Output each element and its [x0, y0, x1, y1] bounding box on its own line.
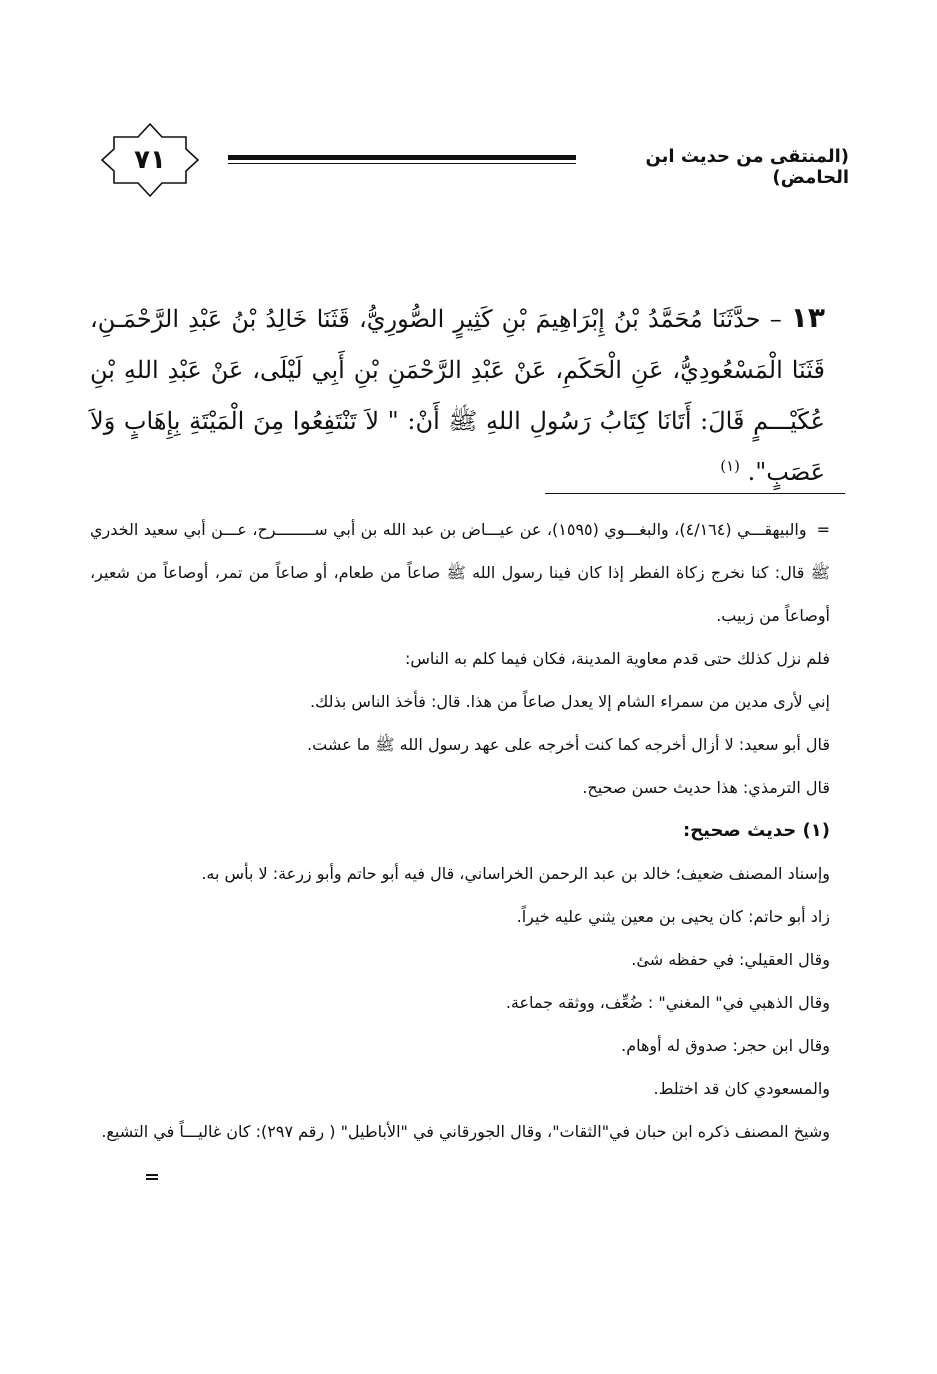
page-number: ٧١ [134, 145, 166, 175]
header-rule [228, 155, 576, 160]
footnote-line: وقال ابن حجر: صدوق له أوهام. [621, 1036, 830, 1055]
footnote-continuation-paragraph [90, 508, 830, 637]
footnotes-section [90, 508, 830, 1153]
footnote-line: إني لأرى مدين من سمراء الشام إلا يعدل صاعاً من هذا. قال: فأخذ الناس بذلك. [310, 692, 830, 711]
footnote-line: والمسعودي كان قد اختلط. [653, 1079, 830, 1098]
hadith-dash: – [769, 305, 782, 333]
hadith-text [90, 292, 825, 498]
footnote-line: قال أبو سعيد: لا أزال أخرجه كما كنت أخرجه على عهد رسول الله ﷺ ما عشت. [307, 735, 830, 754]
footnote-separator [545, 493, 845, 494]
header-rule-thin [228, 163, 576, 164]
footnote-heading: (١) حديث صحيح: [682, 820, 830, 841]
footnote-line: وشيخ المصنف ذكره ابن حبان في"الثقات"، وقال الجورقاني في "الأباطيل" ( رقم ٢٩٧): كان غاليـــاً في التشيع. [101, 1122, 830, 1141]
footnote-line: وقال الذهبي في" المغني" : ضُعِّف، ووثقه جماعة. [505, 993, 830, 1012]
footnote-line: والبيهقـــي (٤/١٦٤)، والبغـــوي (١٥٩٥)، عن عيـــاض بن عبد الله بن أبي ســــــــرح، عـــن أبي سعيد الخدري ﷺ قال: كنا نخرج زكاة الفطر إذا كان فينا رسول الله ﷺ صاعاً من طعام، أو صاعاً من تمر، أوصاعاً من شعير، أوصاعاً من زبيب. [90, 520, 830, 625]
end-continuation-mark [146, 1174, 158, 1180]
footnote-line: فلم نزل كذلك حتى قدم معاوية المدينة، فكان فيما كلم به الناس: [405, 649, 830, 668]
footnote-reference: (١) [720, 457, 740, 475]
continuation-mark: = [816, 520, 831, 539]
hadith-number: ١٣ [790, 301, 825, 334]
footnote-line: وقال العقيلي: في حفظه شئ. [631, 950, 830, 969]
footnote-line: زاد أبو حاتم: كان يحيى بن معين يثني عليه خيراً. [516, 907, 830, 926]
hadith-body: حدَّثَنَا مُحَمَّدُ بْنُ إِبْرَاهِيمَ بْنِ كَثِيرٍ الصُّورِيُّ، قَثَنَا خَالِدُ بْنُ عَبْدِ الرَّحْمَـنِ، قَثَنَا الْمَسْعُودِيُّ، عَنِ الْحَكَمِ، عَنْ عَبْدِ الرَّحْمَنِ بْنِ أَبِي لَيْلَى، عَنْ عَبْدِ اللهِ بْنِ عُكَيْـــمٍ قَالَ: أَتَانَا كِتَابُ رَسُولِ اللهِ ﷺ أَنْ: " لاَ تَنْتَفِعُوا مِنَ الْمَيْتَةِ بِإِهَابٍ وَلاَ عَصَبٍ". [90, 305, 825, 486]
page-number-badge [100, 120, 200, 200]
running-title: (المنتقى من حديث ابن الحامض) [645, 146, 849, 188]
footnote-line: قال الترمذي: هذا حديث حسن صحيح. [582, 778, 830, 797]
footnote-line: وإسناد المصنف ضعيف؛ خالد بن عبد الرحمن الخراساني، قال فيه أبو حاتم وأبو زرعة: لا بأس به. [201, 864, 830, 883]
